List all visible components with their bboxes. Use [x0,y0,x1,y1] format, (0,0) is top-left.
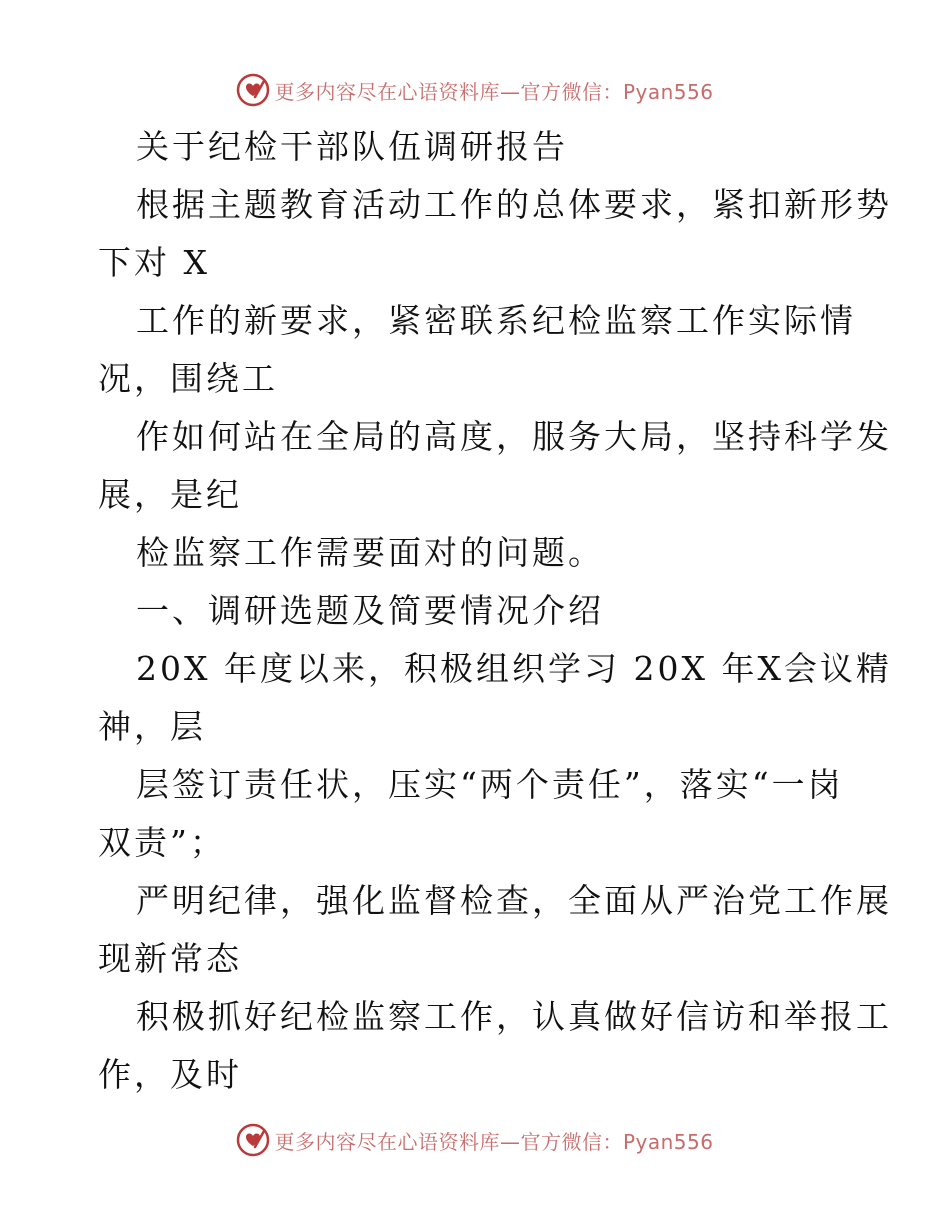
document-body [98,118,892,1104]
text-line: 况，围绕工 [98,359,278,398]
text-line: 20X 年度以来，积极组织学习 20X 年X会议精 [136,649,892,688]
text-line: 工作的新要求，紧密联系纪检监察工作实际情 [136,301,856,340]
header-watermark [0,70,950,110]
text-line: 展，是纪 [98,475,242,514]
text-line: 根据主题教育活动工作的总体要求，紧扣新形势 [136,185,892,224]
text-line: 层签订责任状，压实“两个责任”，落实“一岗 [136,765,844,804]
text-line: 作如何站在全局的高度，服务大局，坚持科学发 [136,417,892,456]
text-line: 积极抓好纪检监察工作，认真做好信访和举报工 [136,997,892,1036]
text-line: 双责”； [98,823,226,862]
text-line: 下对 X [98,243,210,282]
text-line: 作，及时 [98,1055,242,1094]
watermark-text: 更多内容尽在心语资料库—官方微信：Pyan556 [274,1129,714,1154]
text-line: 神，层 [98,707,206,746]
text-line: 关于纪检干部队伍调研报告 [136,127,568,166]
text-line: 检监察工作需要面对的问题。 [136,533,604,572]
text-line: 严明纪律，强化监督检查，全面从严治党工作展 [136,881,892,920]
heart-pen-logo-icon [236,73,270,107]
watermark-text: 更多内容尽在心语资料库—官方微信：Pyan556 [274,79,714,104]
heart-pen-logo-icon [236,1123,270,1157]
text-line: 现新常态 [98,939,242,978]
text-line: 一、调研选题及简要情况介绍 [136,591,604,630]
footer-watermark [0,1120,950,1160]
